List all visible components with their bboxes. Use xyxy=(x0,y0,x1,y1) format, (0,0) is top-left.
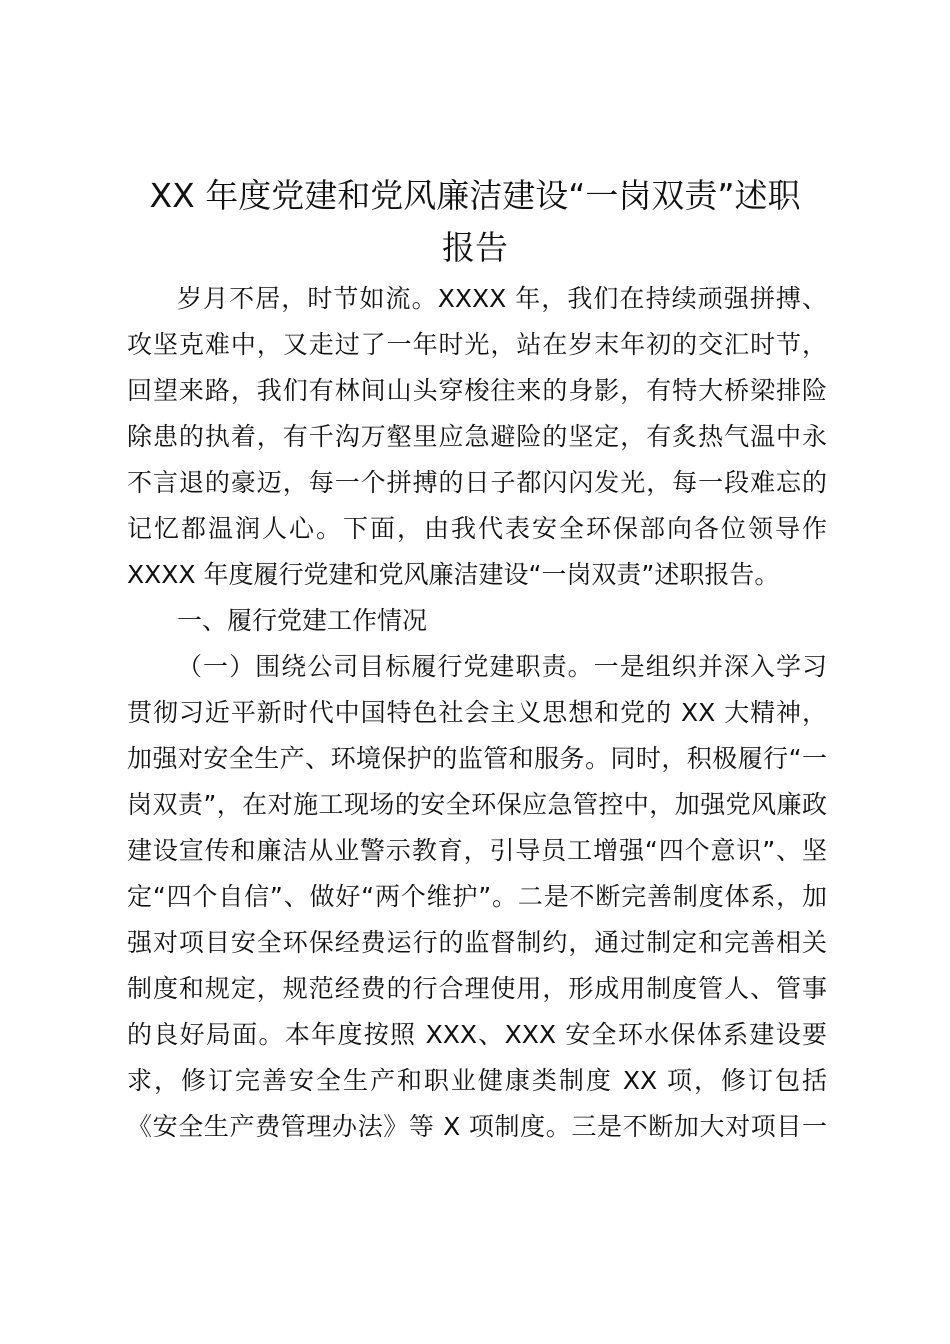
text-line: 贯彻习近平新时代中国特色社会主义思想和党的 XX 大精神， xyxy=(127,698,827,727)
text-line: 不言退的豪迈，每一个拼搏的日子都闪闪发光，每一段难忘的 xyxy=(127,468,827,497)
text-line: 定“四个自信”、做好“两个维护”。二是不断完善制度体系，加 xyxy=(127,882,827,911)
document-body xyxy=(127,276,827,1150)
document-title xyxy=(110,170,840,274)
text-line: 攻坚克难中，又走过了一年时光，站在岁末年初的交汇时节， xyxy=(127,330,827,359)
paragraph-section-1 xyxy=(127,644,827,1150)
text-line: 制度和规定，规范经费的行合理使用，形成用制度管人、管事 xyxy=(127,974,827,1003)
section-heading xyxy=(127,598,827,644)
text-line: （一）围绕公司目标履行党建职责。一是组织并深入学习 xyxy=(177,652,827,681)
text-line: 岁月不居，时节如流。XXXX 年，我们在持续顽强拼搏、 xyxy=(177,284,827,313)
text-line: 强对项目安全环保经费运行的监督制约，通过制定和完善相关 xyxy=(127,928,827,957)
title-line-2: 报告 xyxy=(442,228,508,267)
heading-line: 一、履行党建工作情况 xyxy=(177,606,428,635)
text-line: 岗双责”，在对施工现场的安全环保应急管控中，加强党风廉政 xyxy=(127,790,827,819)
text-line: 建设宣传和廉洁从业警示教育，引导员工增强“四个意识”、坚 xyxy=(127,836,827,865)
paragraph-intro xyxy=(127,276,827,598)
text-line: 加强对安全生产、环境保护的监管和服务。同时，积极履行“一 xyxy=(127,744,827,773)
text-line: 记忆都温润人心。下面，由我代表安全环保部向各位领导作 xyxy=(127,514,827,543)
text-line: 除患的执着，有千沟万壑里应急避险的坚定，有炙热气温中永 xyxy=(127,422,827,451)
text-line: 《安全生产费管理办法》等 X 项制度。三是不断加大对项目一 xyxy=(127,1112,827,1141)
text-line: 的良好局面。本年度按照 XXX、XXX 安全环水保体系建设要 xyxy=(127,1020,827,1049)
text-line: 求，修订完善安全生产和职业健康类制度 XX 项，修订包括 xyxy=(127,1066,827,1095)
text-line: XXXX 年度履行党建和党风廉洁建设“一岗双责”述职报告。 xyxy=(127,560,780,589)
text-line: 回望来路，我们有林间山头穿梭往来的身影，有特大桥梁排险 xyxy=(127,376,827,405)
title-line-1: XX 年度党建和党风廉洁建设“一岗双责”述职 xyxy=(149,176,801,215)
